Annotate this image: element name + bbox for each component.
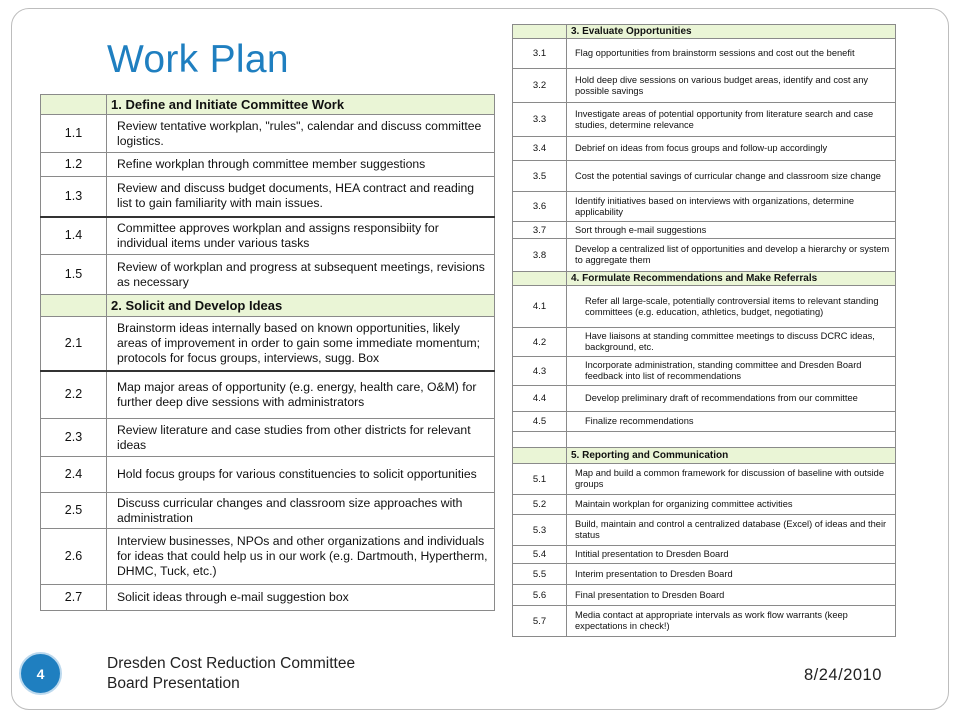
table-row (513, 606, 896, 637)
task-text: Map major areas of opportunity (e.g. energy, health care, O&M) for further deep dive sessions with administrators (107, 371, 495, 419)
task-text: Investigate areas of potential opportunity from literature search and case studies, determine relevance (567, 103, 896, 137)
task-number: 1.1 (41, 115, 107, 153)
table-row (513, 546, 896, 564)
task-text: Interview businesses, NPOs and other organizations and individuals for ideas that could help us in our work (e.g. Dartmouth, Hypertherm, DHMC, Tuck, etc.) (107, 529, 495, 585)
task-text: Debrief on ideas from focus groups and follow-up accordingly (567, 137, 896, 161)
task-text: Develop a centralized list of opportunities and develop a hierarchy or system to aggregate them (567, 239, 896, 272)
task-text: Review tentative workplan, "rules", calendar and discuss committee logistics. (107, 115, 495, 153)
task-text: Hold focus groups for various constituencies to solicit opportunities (107, 457, 495, 493)
task-number: 3.1 (513, 39, 567, 69)
section-header: 5. Reporting and Communication (567, 448, 896, 464)
task-text: Flag opportunities from brainstorm sessions and cost out the benefit (567, 39, 896, 69)
task-number: 1.5 (41, 255, 107, 295)
table-row (513, 585, 896, 606)
task-number: 5.1 (513, 464, 567, 495)
task-text: Hold deep dive sessions on various budget areas, identify and cost any possible savings (567, 69, 896, 103)
table-row (513, 386, 896, 412)
task-number: 3.7 (513, 222, 567, 239)
table-row (41, 217, 495, 255)
task-number: 2.6 (41, 529, 107, 585)
task-text: Cost the potential savings of curricular change and classroom size change (567, 161, 896, 192)
section-header: 3. Evaluate Opportunities (567, 25, 896, 39)
section-header-row (513, 272, 896, 286)
table-row (513, 222, 896, 239)
task-number: 2.7 (41, 585, 107, 611)
table-row (513, 357, 896, 386)
right-workplan-table (512, 24, 896, 637)
task-number: 2.4 (41, 457, 107, 493)
task-number: 2.3 (41, 419, 107, 457)
table-row (41, 115, 495, 153)
task-number: 1.2 (41, 153, 107, 177)
footer-org-line2: Board Presentation (107, 675, 240, 692)
table-row (41, 585, 495, 611)
table-row (41, 255, 495, 295)
section-header-row (513, 448, 896, 464)
table-row (41, 419, 495, 457)
table-row (513, 192, 896, 222)
task-text: Discuss curricular changes and classroom size approaches with administration (107, 493, 495, 529)
section-header: 2. Solicit and Develop Ideas (107, 295, 495, 317)
task-number: 3.4 (513, 137, 567, 161)
task-text: Finalize recommendations (567, 412, 896, 432)
task-text: Develop preliminary draft of recommendations from our committee (567, 386, 896, 412)
task-text: Sort through e-mail suggestions (567, 222, 896, 239)
section-header-row (41, 295, 495, 317)
section-header-row (41, 95, 495, 115)
task-number: 3.3 (513, 103, 567, 137)
task-text: Maintain workplan for organizing committee activities (567, 495, 896, 515)
task-number: 5.4 (513, 546, 567, 564)
task-text: Refine workplan through committee member suggestions (107, 153, 495, 177)
table-row (513, 239, 896, 272)
task-text: Build, maintain and control a centralized database (Excel) of ideas and their status (567, 515, 896, 546)
footer-organization (107, 654, 355, 694)
task-number: 5.6 (513, 585, 567, 606)
task-number: 5.3 (513, 515, 567, 546)
table-row (513, 564, 896, 585)
task-number: 1.4 (41, 217, 107, 255)
task-text: Identify initiatives based on interviews with organizations, determine applicability (567, 192, 896, 222)
task-number: 4.1 (513, 286, 567, 328)
task-text: Map and build a common framework for discussion of baseline with outside groups (567, 464, 896, 495)
task-text: Interim presentation to Dresden Board (567, 564, 896, 585)
table-row (41, 371, 495, 419)
table-row (513, 161, 896, 192)
table-row (513, 69, 896, 103)
task-number: 3.5 (513, 161, 567, 192)
task-text: Have liaisons at standing committee meetings to discuss DCRC ideas, background, etc. (567, 328, 896, 357)
table-row (41, 529, 495, 585)
task-text: Brainstorm ideas internally based on known opportunities, likely areas of improvement in order to gain some immediate momentum; protocols for focus groups, interviews, sugg. Box (107, 317, 495, 371)
section-header: 1. Define and Initiate Committee Work (107, 95, 495, 115)
spacer-row (513, 432, 896, 448)
task-number: 5.5 (513, 564, 567, 585)
table-row (513, 412, 896, 432)
task-number: 4.4 (513, 386, 567, 412)
table-row (41, 317, 495, 371)
task-number: 5.2 (513, 495, 567, 515)
table-row (513, 464, 896, 495)
table-row (513, 103, 896, 137)
task-text: Review and discuss budget documents, HEA contract and reading list to gain familiarity with main issues. (107, 177, 495, 217)
task-text: Review of workplan and progress at subsequent meetings, revisions as necessary (107, 255, 495, 295)
left-workplan-table (40, 94, 495, 611)
task-number: 1.3 (41, 177, 107, 217)
table-row (513, 286, 896, 328)
task-number: 3.6 (513, 192, 567, 222)
task-text: Solicit ideas through e-mail suggestion box (107, 585, 495, 611)
task-text: Review literature and case studies from other districts for relevant ideas (107, 419, 495, 457)
slide-number-badge: 4 (19, 652, 62, 695)
task-text: Intitial presentation to Dresden Board (567, 546, 896, 564)
task-text: Media contact at appropriate intervals as work flow warrants (keep expectations in check!) (567, 606, 896, 637)
footer-org-line1: Dresden Cost Reduction Committee (107, 655, 356, 672)
task-number: 2.5 (41, 493, 107, 529)
task-number: 3.2 (513, 69, 567, 103)
task-text: Incorporate administration, standing committee and Dresden Board feedback into list of recommendations (567, 357, 896, 386)
task-number: 4.5 (513, 412, 567, 432)
task-number: 4.3 (513, 357, 567, 386)
table-row (41, 153, 495, 177)
table-row (513, 328, 896, 357)
task-text: Final presentation to Dresden Board (567, 585, 896, 606)
table-row (513, 39, 896, 69)
table-row (41, 457, 495, 493)
task-number: 5.7 (513, 606, 567, 637)
task-number: 3.8 (513, 239, 567, 272)
slide-title: Work Plan (107, 38, 289, 81)
table-row (41, 493, 495, 529)
table-row (513, 515, 896, 546)
task-text: Refer all large-scale, potentially controversial items to relevant standing committees (e.g. education, athletics, budget, negotiating) (567, 286, 896, 328)
task-text: Committee approves workplan and assigns responsibiity for individual items under various tasks (107, 217, 495, 255)
task-number: 2.1 (41, 317, 107, 371)
section-header-row (513, 25, 896, 39)
task-number: 2.2 (41, 371, 107, 419)
section-header: 4. Formulate Recommendations and Make Referrals (567, 272, 896, 286)
table-row (513, 137, 896, 161)
table-row (41, 177, 495, 217)
table-row (513, 495, 896, 515)
task-number: 4.2 (513, 328, 567, 357)
footer-date: 8/24/2010 (804, 666, 882, 684)
